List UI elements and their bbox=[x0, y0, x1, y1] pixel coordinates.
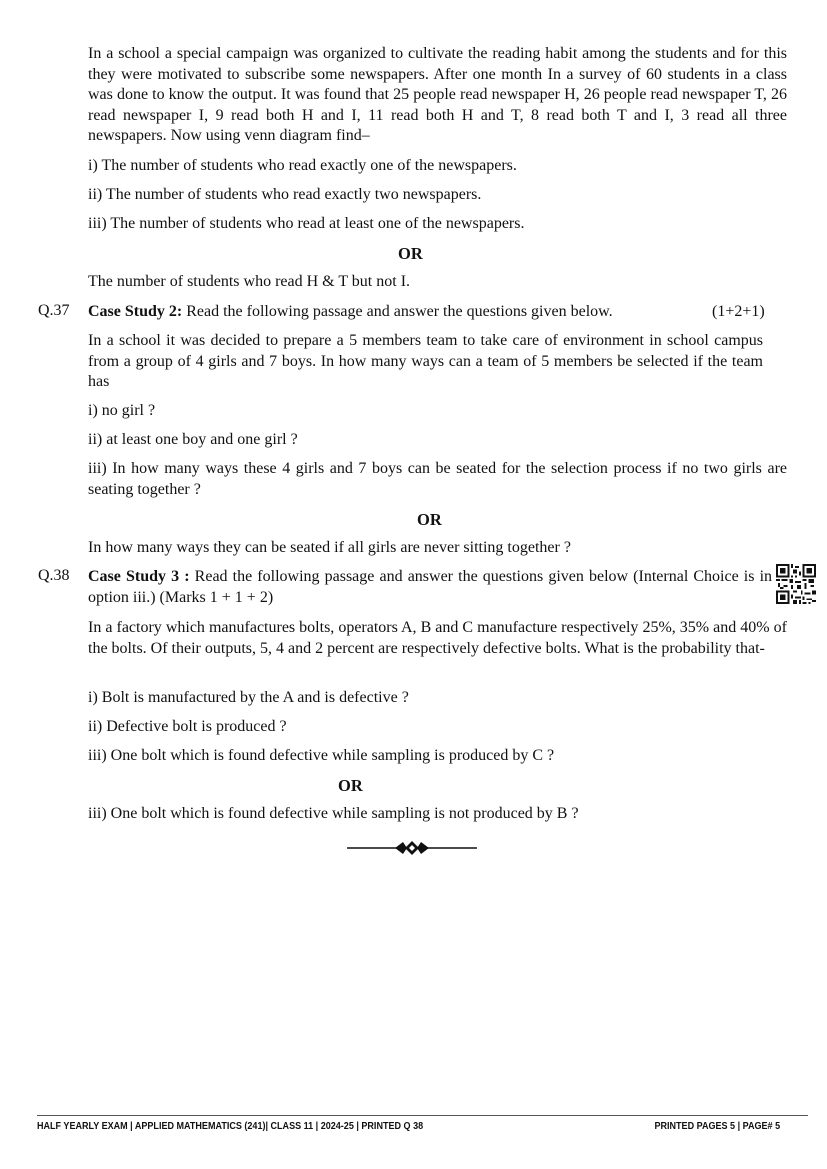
q36-part-1-block bbox=[88, 156, 787, 176]
q36-part-3-block bbox=[88, 214, 787, 234]
q36-passage: In a school a special campaign was organized to cultivate the reading habit among the students and for this they were motivated to subscribe some newspapers. After one month In a survey of 60 students in a class was done to know the output. It was found that 25 people read newspaper H, 26 people read newspaper T, 26 read newspaper I, 9 read both H and I, 11 read both H and T, 8 read both T and I, 3 read all three newspapers. Now using venn diagram find– bbox=[88, 45, 787, 145]
footer-exam-info: HALF YEARLY EXAM | APPLIED MATHEMATICS (241)| CLASS 11 | 2024-25 | PRINTED Q 38 bbox=[37, 1120, 424, 1132]
q37-part-3-block bbox=[88, 459, 787, 500]
q37-alt-question: In how many ways they can be seated if all girls are never sitting together ? bbox=[88, 539, 571, 556]
qr-code-icon bbox=[776, 564, 816, 604]
q38-part-3-block bbox=[88, 746, 787, 766]
q36-passage-block bbox=[88, 44, 787, 147]
q37-heading: Case Study 2: bbox=[88, 303, 183, 320]
q36-alt-block bbox=[88, 272, 787, 292]
q38-alt-block bbox=[88, 804, 787, 824]
footer-divider bbox=[37, 1115, 808, 1116]
q37-instruction: Read the following passage and answer the questions given below. bbox=[186, 303, 613, 320]
q37-passage: In a school it was decided to prepare a 5 members team to take care of environment in school campus from a group of 4 girls and 7 boys. In how many ways can a team of 5 members be selected if the team has bbox=[88, 332, 763, 391]
q38-part-2-block bbox=[88, 717, 787, 737]
q37-alt-block bbox=[88, 538, 787, 558]
q38-number: Q.38 bbox=[38, 567, 70, 584]
q38-or-label: OR bbox=[338, 776, 363, 795]
q36-alt-question: The number of students who read H & T but not I. bbox=[88, 273, 411, 290]
q37-number: Q.37 bbox=[38, 302, 70, 319]
q38-heading: Case Study 3 : bbox=[88, 568, 190, 585]
q37-passage-block bbox=[88, 331, 763, 393]
q38-part-1-block bbox=[88, 688, 787, 708]
q38-part-1: i) Bolt is manufactured by the A and is defective ? bbox=[88, 689, 409, 706]
q37-part-1: i) no girl ? bbox=[88, 402, 156, 419]
q37-part-1-block bbox=[88, 401, 787, 421]
q38-header bbox=[88, 567, 772, 608]
q38-part-2: ii) Defective bolt is produced ? bbox=[88, 718, 287, 735]
footer-page-info: PRINTED PAGES 5 | PAGE# 5 bbox=[654, 1120, 780, 1132]
q38-passage: In a factory which manufactures bolts, operators A, B and C manufacture respectively 25%, 35% and 40% of the bolts. Of their outputs, 5, 4 and 2 percent are respectively defective bolts. What is the probability that- bbox=[88, 619, 787, 657]
q37-header bbox=[88, 302, 787, 322]
q38-part-3: iii) One bolt which is found defective while sampling is produced by C ? bbox=[88, 747, 555, 764]
q36-part-2-block bbox=[88, 185, 787, 205]
q38-instruction: Read the following passage and answer the questions given below (Internal Choice is in option iii.) (Marks 1 + 1 + 2) bbox=[88, 568, 773, 606]
q37-part-2-block bbox=[88, 430, 787, 450]
q36-or-label: OR bbox=[398, 244, 423, 263]
q37-marks: (1+2+1) bbox=[712, 303, 765, 320]
q36-part-1: i) The number of students who read exactly one of the newspapers. bbox=[88, 157, 517, 174]
q38-passage-block bbox=[88, 618, 787, 659]
q38-alt-question: iii) One bolt which is found defective while sampling is not produced by B ? bbox=[88, 805, 579, 822]
q37-part-2: ii) at least one boy and one girl ? bbox=[88, 431, 298, 448]
end-ornament-divider bbox=[345, 838, 479, 858]
q36-part-2: ii) The number of students who read exactly two newspapers. bbox=[88, 186, 482, 203]
q37-or-label: OR bbox=[417, 510, 442, 529]
q37-part-3: iii) In how many ways these 4 girls and 7 boys can be seated for the selection process if no two girls are seating together ? bbox=[88, 460, 787, 498]
q36-part-3: iii) The number of students who read at least one of the newspapers. bbox=[88, 215, 525, 232]
